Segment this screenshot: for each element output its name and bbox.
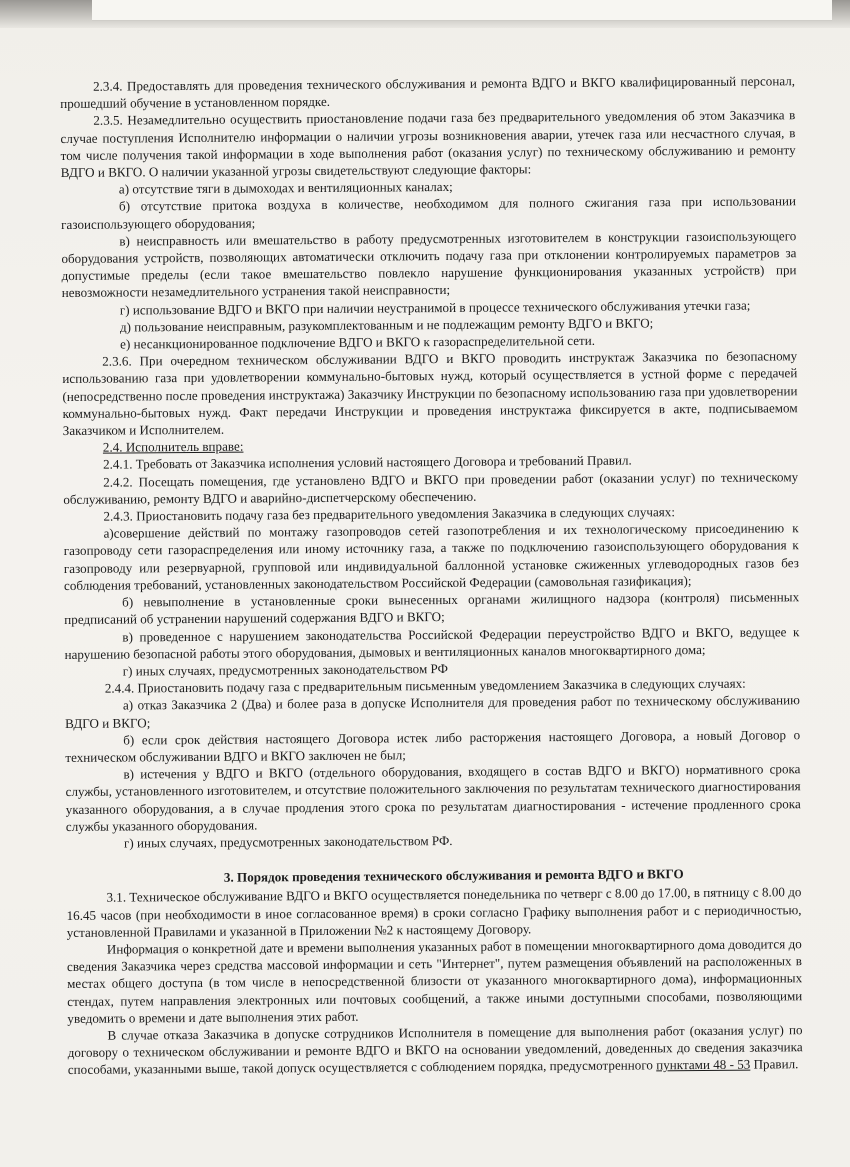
case-2-4-3-b: б) невыполнение в установленные сроки вынесенных органами жилищного надзора (контроля) письменных предписаний об устранении нарушений содержания ВДГО и ВКГО; [64,589,800,628]
case-2-4-4-b: б) если срок действия настоящего Договора истек либо расторжения настоящего Договора, а новый Договор о техническом обслуживании ВДГО и ВКГО заключен не был; [65,726,801,765]
document-body [60,72,803,1078]
clause-2-4-2: 2.4.2. Посещать помещения, где установлено ВДГО и ВКГО при проведении работ (оказании услуг) по техническому обслуживанию, ремонту ВДГО и аварийно-диспетчерскому обеспечению. [63,468,799,507]
clause-3-1-info: Информация о конкретной дате и времени выполнения указанных работ в помещении многоквартирного дома доводится до сведения Заказчика через средства массовой информации и сеть "Интернет", путем размещения объявлений на расположенных в местах общего доступа (в том числе в непосредственной близости от указанного многоквартирного дома), информационных стендах, путем направления электронных или почтовых сообщений, а также иными доступными способами, позволяющими уведомить о времени и дате выполнения этих работ. [66,936,803,1026]
heading-2-4: 2.4. Исполнитель вправе: [102,438,244,455]
scan-top-edge [0,0,850,28]
section-3-title: 3. Порядок проведения технического обслуживания и ремонта ВДГО и ВКГО [223,866,684,885]
clause-2-3-5: 2.3.5. Незамедлительно осуществить приостановление подачи газа без предварительного уведомления об этом Заказчика в случае поступления Исполнителю информации о наличии угрозы возникновения аварии, утечек газа или несчастного случая, в том числе получения такой информации в ходе выполнения работ (оказания услуг) по техническому обслуживанию и ремонту ВДГО и ВКГО. О наличии указанной угрозы свидетельствуют следующие факторы: [60,107,796,181]
clause-3-1: 3.1. Техническое обслуживание ВДГО и ВКГО осуществляется понедельника по четверг с 8.00 до 17.00, в пятницу с 8.00 до 16.45 часов (при необходимости в иное согласованное время) в сроки согласно Графику выполнения работ и с периодичностью, установленной Правилами и указанной в Приложении №2 к настоящему Договору. [66,884,802,940]
factor-g: г) использование ВДГО и ВКГО при наличии неустранимой в процессе технического обслуживания утечки газа; [119,297,751,318]
previous-sheet-edge [92,0,832,21]
factor-a: а) отсутствие тяги в дымоходах и вентиляционных каналах; [118,179,453,197]
case-2-4-4-v: в) истечения у ВДГО и ВКГО (отдельного оборудования, входящего в состав ВДГО и ВКГО) нормативного срока службы, установленного изготовителем, и отсутствие положительного заключения по результатам технического диагностирования указанного оборудования, а в случае продления этого срока по результатам диагностирования - истечение продленного срока службы указанного оборудования. [65,761,801,834]
factor-d: д) пользование неисправным, разукомплектованным и не подлежащим ремонту ВДГО и ВКГО; [119,315,654,335]
clause-2-3-6: 2.3.6. При очередном техническом обслуживании ВДГО и ВКГО проводить инструктаж Заказчика по безопасному использованию газа при удовлетворении коммунально-бытовых нужд, который осуществляется в устной форме с передачей (непосредственно после проведения инструктажа) Заказчику Инструкции по безопасному использованию газа при удовлетворении коммунально-бытовых нужд. Факт передачи Инструкции и проведения инструктажа фиксируется в акте, подписываемом Заказчиком и Исполнителем. [62,348,798,439]
clause-2-4-3: 2.4.3. Приостановить подачу газа без предварительного уведомления Заказчика в следующих случаях: [103,504,676,524]
clause-2-4-4: 2.4.4. Приостановить подачу газа с предварительным письменным уведомлением Заказчика в следующих случаях: [104,675,746,696]
clause-2-3-4: 2.3.4. Предоставлять для проведения технического обслуживания и ремонта ВДГО и ВКГО квалифицированный персонал, прошедший обучение в установленном порядке. [60,73,796,112]
case-2-4-3-v: в) проведенное с нарушением законодательства Российской Федерации переустройство ВДГО и ВКГО, ведущее к нарушению безопасной работы этого оборудования, дымовых и вентиляционных каналов многоквартирного дома; [64,623,800,662]
factor-v: в) неисправность или вмешательство в работу предусмотренных изготовителем в конструкции газоиспользующего оборудования устройств, позволяющих автоматически отключить подачу газа при отклонении контролируемых параметров за допустимые пределы (если такое вмешательство повлекло нарушение функционирования указанных устройств) при невозможности незамедлительного устранения такой неисправности; [61,228,797,301]
clause-3-1-refusal: В случае отказа Заказчика в допуске сотрудников Исполнителя в помещение для выполнения работ (оказания услуг) по договору о техническом обслуживании и ремонте ВДГО и ВКГО на основании уведомлений, доведенных до сведения заказчика способами, указанными выше, такой допуск осуществляется с соблюдением порядка, предусмотренного пунктами 48 - 53 Правил. [67,1022,803,1078]
case-2-4-4-g: г) иных случаях, предусмотренных законодательством РФ. [123,832,453,851]
case-2-4-3-g: г) иных случаях, предусмотренных законодательством РФ [122,660,448,679]
rules-clauses-link[interactable]: пунктами 48 - 53 [656,1056,751,1073]
case-2-4-3-a: а)совершение действий по монтажу газопроводов сетей газопотребления и их технологическому присоединению к газопроводу сети газораспределения или иному источнику газа, а также по подключению газоиспользующего оборудования к газопроводу или резервуарной, групповой или индивидуальной баллонной установке сжиженных углеводородных газов без соблюдения требований, установленных законодательством Российской Федерации (самовольная газификация); [63,520,799,593]
case-2-4-4-a: а) отказ Заказчика 2 (Два) и более раза в допуске Исполнителя для проведения работ по техническому обслуживанию ВДГО и ВКГО; [65,692,800,731]
factor-e: е) несанкционированное подключение ВДГО и ВКГО к газораспределительной сети. [120,332,596,352]
factor-b: б) отсутствие притока воздуха в количестве, необходимом для полного сжигания газа при использовании газоиспользующего оборудования; [61,193,797,232]
clause-2-4-1: 2.4.1. Требовать от Заказчика исполнения условий настоящего Договора и требований Правил. [102,452,632,473]
